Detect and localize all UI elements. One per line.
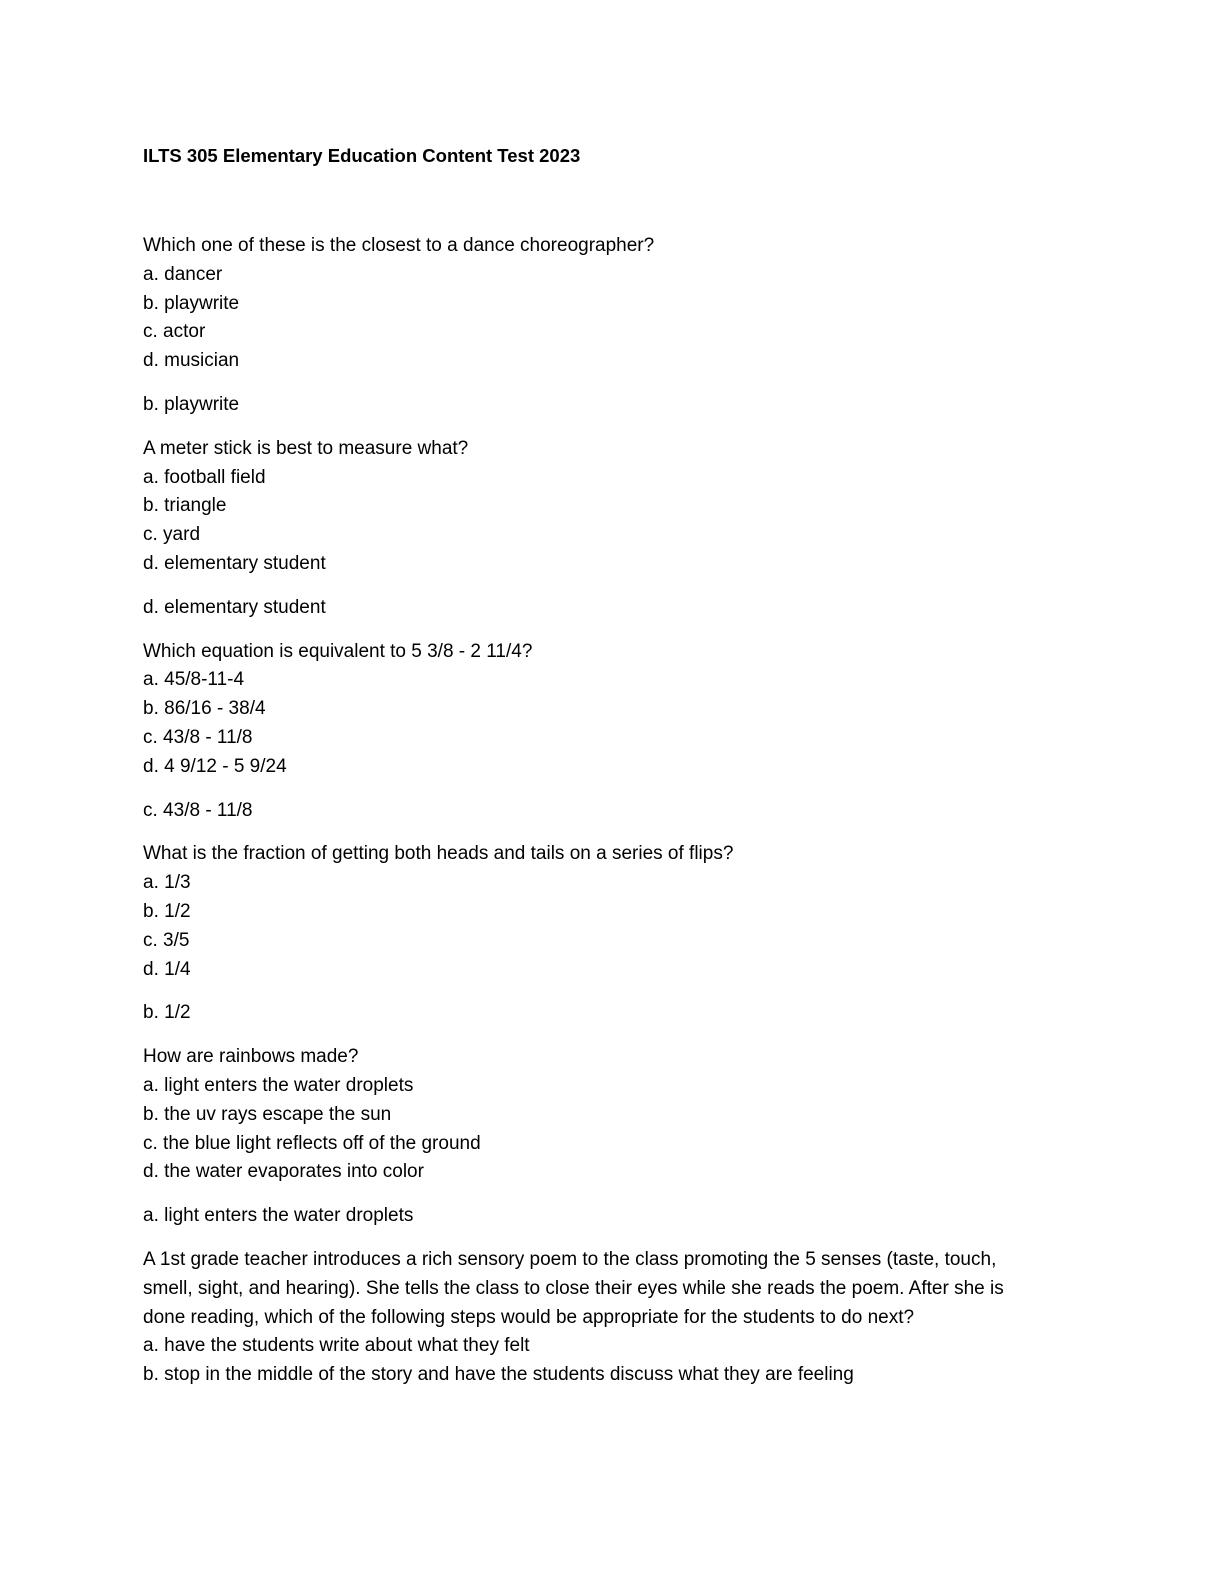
option-c: c. the blue light reflects off of the ground xyxy=(143,1132,481,1154)
answer: d. elementary student xyxy=(143,596,326,618)
option-a: a. 1/3 xyxy=(143,872,191,894)
option-c: c. actor xyxy=(143,321,206,343)
option-c: c. yard xyxy=(143,524,201,546)
option-a: a. 45/8-11-4 xyxy=(143,669,245,691)
option-c: c. 43/8 - 11/8 xyxy=(143,726,253,748)
option-b: b. the uv rays escape the sun xyxy=(143,1103,392,1125)
question-text: A 1st grade teacher introduces a rich sensory poem to the class promoting the 5 senses (taste, touch, smell, sight, and hearing). She tells the class to close their eyes while she reads the poem. After she is done reading, which of the following steps would be appropriate for the students to do next? xyxy=(143,1248,1004,1328)
document-page xyxy=(143,142,1083,1390)
question-text: Which one of these is the closest to a dance choreographer? xyxy=(143,235,655,256)
question-text: Which equation is equivalent to 5 3/8 - 2 11/4? xyxy=(143,640,533,662)
option-b: b. stop in the middle of the story and have the students discuss what they are feeling xyxy=(143,1364,854,1386)
question-text: A meter stick is best to measure what? xyxy=(143,437,469,459)
option-d: d. 1/4 xyxy=(143,958,191,980)
option-d: d. the water evaporates into color xyxy=(143,1161,424,1183)
option-a: a. dancer xyxy=(143,263,223,285)
option-a: a. football field xyxy=(143,466,266,488)
answer: b. 1/2 xyxy=(143,1002,191,1024)
option-a: a. light enters the water droplets xyxy=(143,1074,414,1096)
option-b: b. 86/16 - 38/4 xyxy=(143,698,266,720)
question-4 xyxy=(143,840,1083,1028)
option-a: a. have the students write about what they felt xyxy=(143,1335,530,1357)
question-1 xyxy=(143,232,1083,420)
answer: c. 43/8 - 11/8 xyxy=(143,799,253,821)
question-3 xyxy=(143,638,1083,826)
document-title: ILTS 305 Elementary Education Content Test 2023 xyxy=(143,145,581,166)
option-b: b. 1/2 xyxy=(143,900,191,922)
option-d: d. elementary student xyxy=(143,552,326,574)
question-5 xyxy=(143,1043,1083,1231)
option-b: b. triangle xyxy=(143,495,227,517)
answer: a. light enters the water droplets xyxy=(143,1205,414,1227)
answer: b. playwrite xyxy=(143,393,240,415)
question-text: How are rainbows made? xyxy=(143,1046,359,1068)
option-d: d. musician xyxy=(143,350,240,372)
question-6 xyxy=(143,1246,1083,1390)
question-text: What is the fraction of getting both heads and tails on a series of flips? xyxy=(143,843,734,865)
option-c: c. 3/5 xyxy=(143,929,190,951)
option-b: b. playwrite xyxy=(143,292,240,314)
question-2 xyxy=(143,435,1083,623)
option-d: d. 4 9/12 - 5 9/24 xyxy=(143,755,287,777)
